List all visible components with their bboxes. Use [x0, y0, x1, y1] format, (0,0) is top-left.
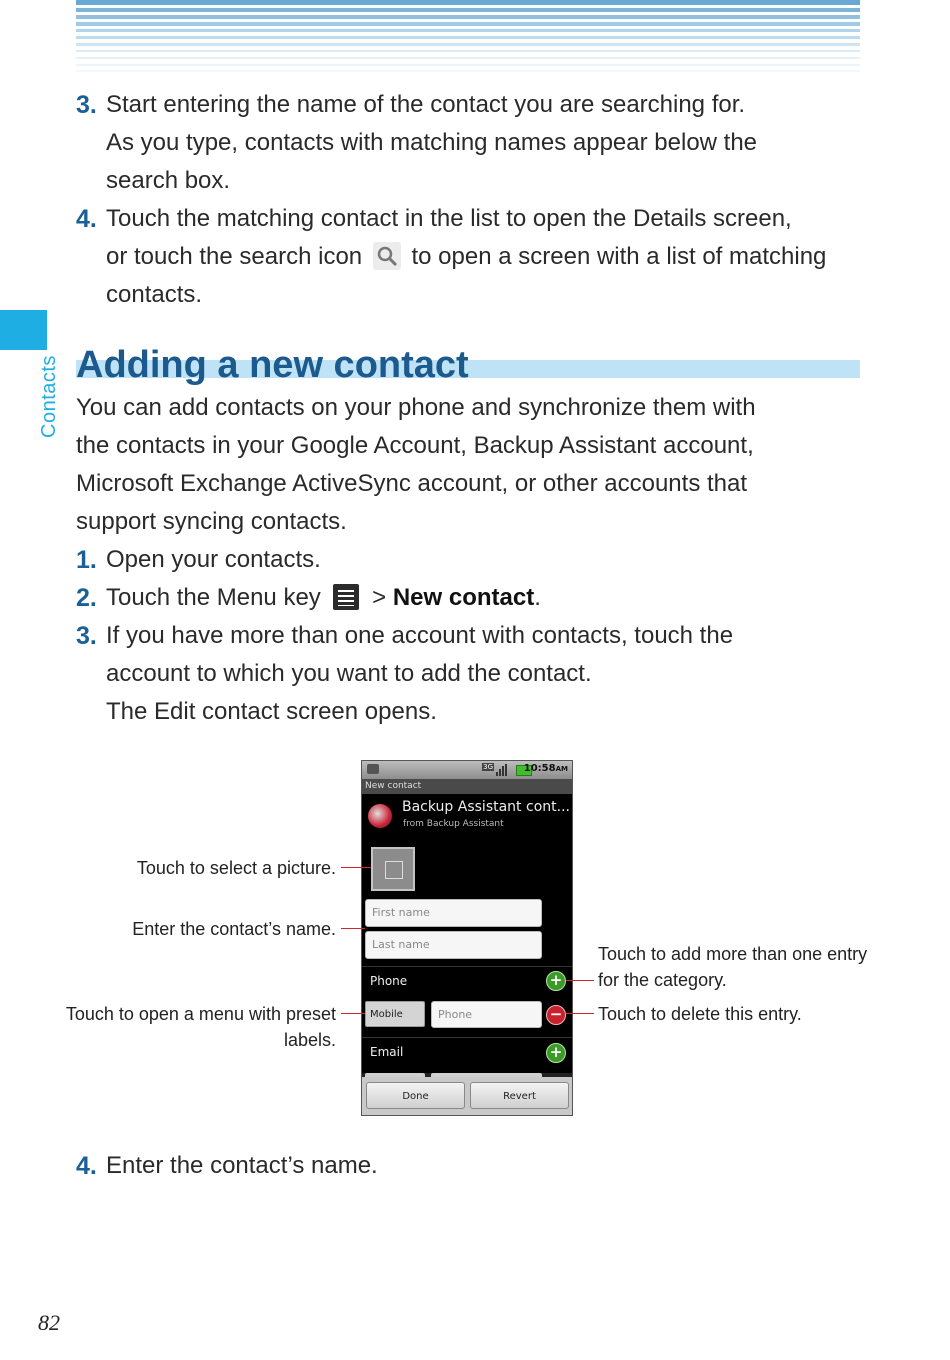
side-section-label: Contacts — [38, 355, 60, 438]
step-text: Open your contacts. — [106, 546, 321, 573]
step-number: 2. — [76, 584, 97, 612]
step-number: 3. — [76, 91, 97, 119]
revert-button[interactable]: Revert — [470, 1082, 569, 1109]
header-stripes — [76, 0, 860, 74]
section-tab-marker — [0, 310, 47, 350]
phone-field[interactable]: Phone — [431, 1001, 542, 1028]
step-number: 1. — [76, 546, 97, 574]
callout-line — [341, 867, 371, 868]
new-contact-screenshot — [361, 760, 573, 1116]
step-text: If you have more than one account with contacts, touch the — [106, 622, 734, 649]
last-name-field[interactable]: Last name — [365, 931, 542, 959]
account-source: from Backup Assistant — [403, 819, 504, 829]
add-phone-icon[interactable]: + — [546, 971, 566, 991]
contact-picture-button[interactable] — [371, 847, 415, 891]
phone-label-selector[interactable]: Mobile — [365, 1001, 425, 1027]
callout-preset-menu-cont: labels. — [283, 1030, 336, 1050]
bottom-button-bar — [362, 1077, 572, 1115]
first-name-field[interactable]: First name — [365, 899, 542, 927]
callout-enter-name: Enter the contact’s name. — [132, 919, 336, 939]
intro-text: support syncing contacts. — [76, 508, 347, 535]
callout-delete-entry: Touch to delete this entry. — [598, 1004, 802, 1024]
callout-line — [341, 1013, 365, 1014]
callout-preset-menu: Touch to open a menu with preset — [65, 1004, 336, 1024]
step-text: The Edit contact screen opens. — [106, 698, 437, 725]
email-section-label: Email — [362, 1037, 572, 1065]
status-time: 10:58AM — [523, 763, 568, 774]
callout-select-picture: Touch to select a picture. — [136, 858, 336, 878]
callout-line — [566, 980, 594, 981]
intro-text: You can add contacts on your phone and synchronize them with — [76, 394, 756, 421]
step-text-with-icon — [106, 238, 826, 276]
menu-key-icon — [333, 584, 359, 610]
step-text-with-icon — [106, 579, 541, 617]
step-text: Enter the contact’s name. — [106, 1152, 378, 1179]
account-name: Backup Assistant cont... — [402, 799, 570, 815]
callout-line — [566, 1013, 594, 1014]
intro-text: Microsoft Exchange ActiveSync account, or other accounts that — [76, 470, 748, 497]
step-number: 4. — [76, 1152, 97, 1180]
callout-add-entry: Touch to add more than one entry — [598, 944, 868, 964]
intro-text: the contacts in your Google Account, Backup Assistant account, — [76, 432, 754, 459]
step-text: to open a screen with a list of matching — [411, 243, 827, 270]
signal-icon — [496, 764, 510, 776]
step-text: Touch the Menu key — [106, 584, 321, 611]
step-text: account to which you want to add the contact. — [106, 660, 592, 687]
backup-assistant-icon — [368, 804, 392, 828]
notification-icon — [367, 764, 379, 774]
step-text: > — [372, 584, 393, 611]
step-text: contacts. — [106, 281, 203, 308]
callout-add-entry-cont: for the category. — [598, 970, 727, 990]
phone-section-label: Phone — [362, 966, 572, 994]
step-text: . — [534, 584, 541, 611]
menu-option-name: New contact — [392, 584, 535, 611]
step-text: As you type, contacts with matching names appear below the — [106, 129, 758, 156]
screen-title: New contact — [362, 779, 572, 794]
step-text: search box. — [106, 167, 231, 194]
page-number: 82 — [38, 1310, 60, 1335]
step-text: Touch the matching contact in the list to open the Details screen, — [106, 205, 792, 232]
step-text: Start entering the name of the contact you are searching for. — [106, 91, 746, 118]
status-bar — [362, 761, 572, 779]
add-email-icon[interactable]: + — [546, 1043, 566, 1063]
section-heading: Adding a new contact — [76, 344, 469, 386]
callout-line — [341, 928, 365, 929]
step-text: or touch the search icon — [106, 243, 363, 270]
step-number: 3. — [76, 622, 97, 650]
step-number: 4. — [76, 205, 97, 233]
network-indicator: 3G — [483, 763, 493, 771]
account-header[interactable] — [362, 794, 572, 844]
remove-phone-icon[interactable]: − — [546, 1005, 566, 1025]
done-button[interactable]: Done — [366, 1082, 465, 1109]
search-icon — [373, 242, 401, 270]
